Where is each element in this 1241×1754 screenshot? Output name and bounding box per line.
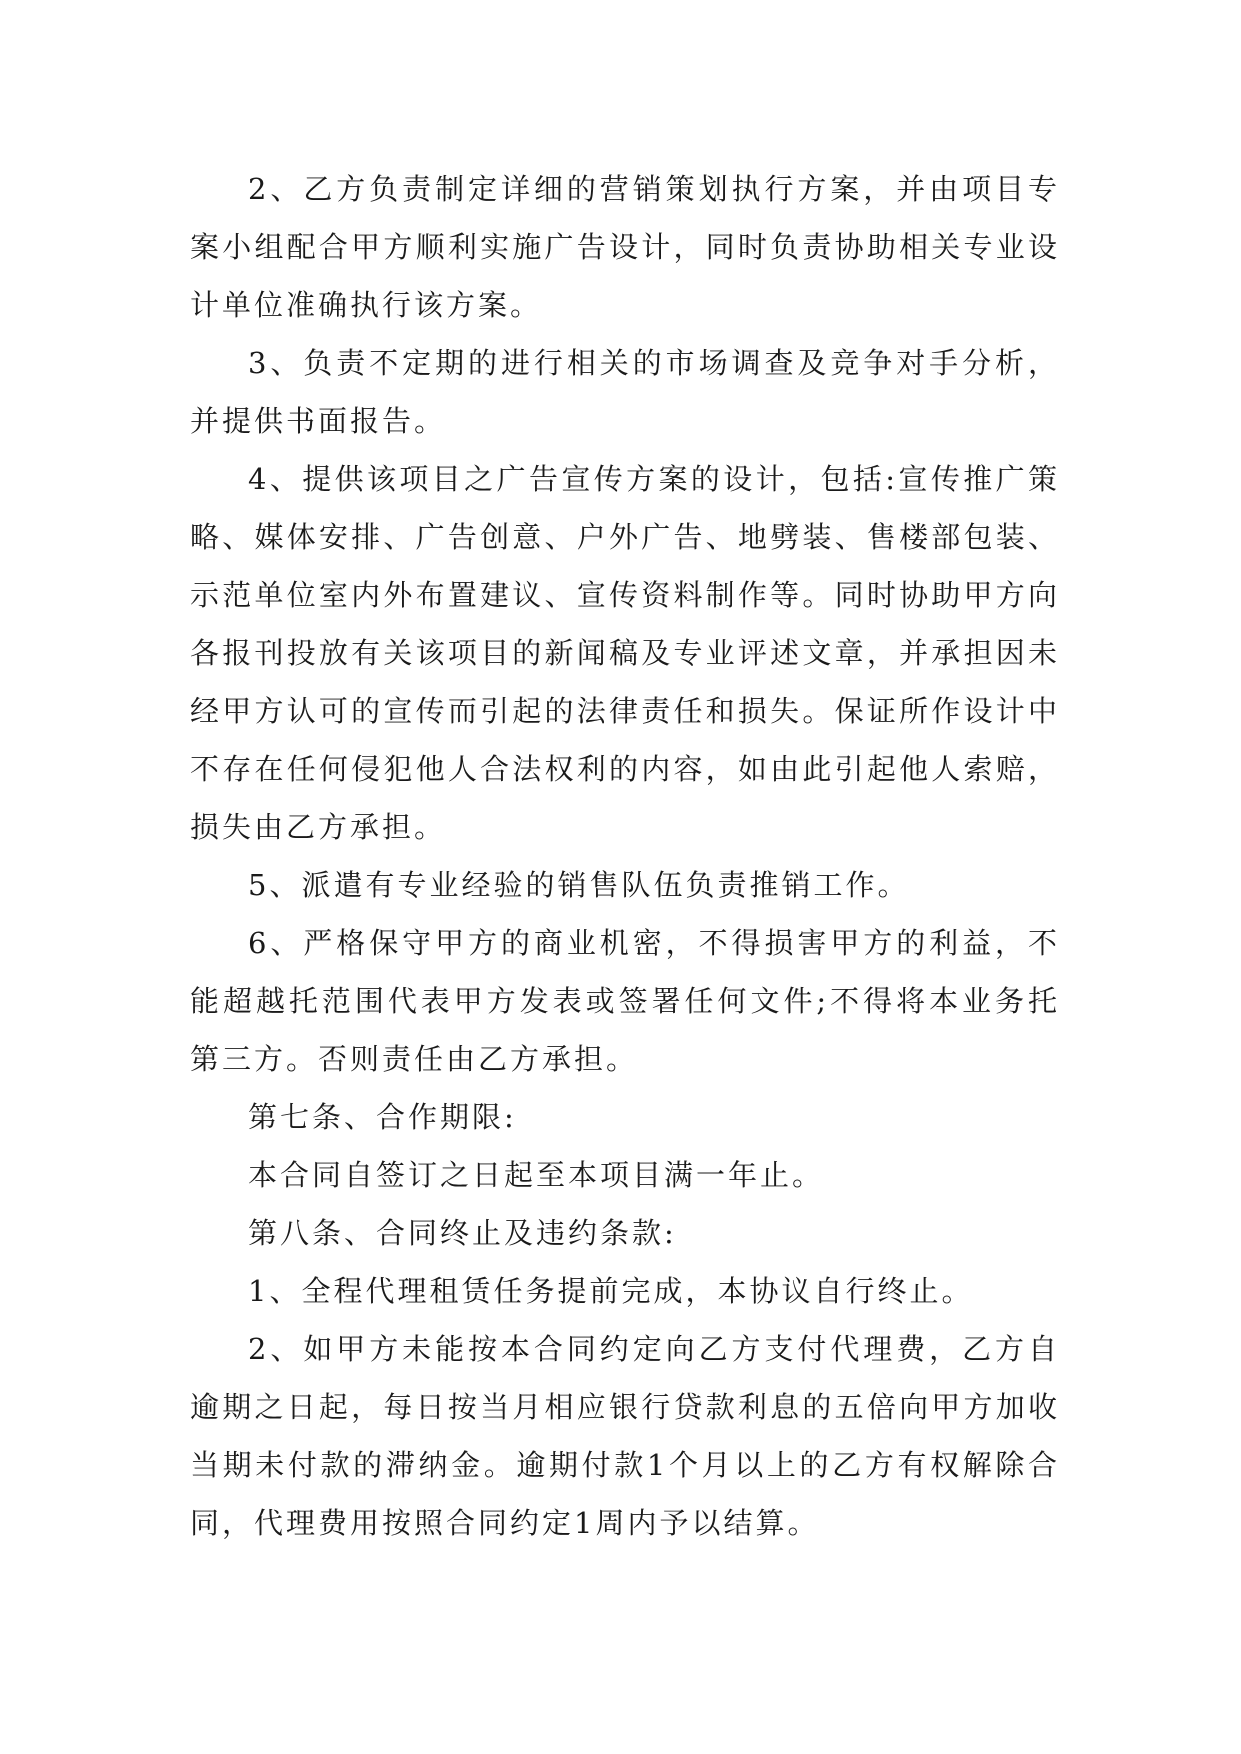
paragraph-clause-2: 2、乙方负责制定详细的营销策划执行方案，并由项目专案小组配合甲方顺利实施广告设计，同时负责协助相关专业设计单位准确执行该方案。 (190, 172, 1060, 322)
article-8-clause-2: 2、如甲方未能按本合同约定向乙方支付代理费，乙方自逾期之日起，每日按当月相应银行贷款利息的五倍向甲方加收当期未付款的滞纳金。逾期付款1个月以上的乙方有权解除合同，代理费用按照合同约定1周内予以结算。 (190, 1332, 1060, 1540)
document-body (190, 160, 1060, 1552)
paragraph-clause-4: 4、提供该项目之广告宣传方案的设计，包括:宣传推广策略、媒体安排、广告创意、户外广告、地劈装、售楼部包装、示范单位室内外布置建议、宣传资料制作等。同时协助甲方向各报刊投放有关该项目的新闻稿及专业评述文章，并承担因未经甲方认可的宣传而引起的法律责任和损失。保证所作设计中不存在任何侵犯他人合法权利的内容，如由此引起他人索赔，损失由乙方承担。 (190, 462, 1060, 844)
paragraph-clause-5: 5、派遣有专业经验的销售队伍负责推销工作。 (248, 868, 910, 902)
paragraph-clause-6: 6、严格保守甲方的商业机密，不得损害甲方的利益，不能超越托范围代表甲方发表或签署任何文件;不得将本业务托第三方。否则责任由乙方承担。 (190, 926, 1060, 1076)
article-8-heading: 第八条、合同终止及违约条款: (248, 1216, 677, 1250)
article-7-body: 本合同自签订之日起至本项目满一年止。 (248, 1158, 825, 1192)
paragraph-clause-3: 3、负责不定期的进行相关的市场调查及竞争对手分析，并提供书面报告。 (190, 346, 1060, 438)
article-7-heading: 第七条、合作期限: (248, 1100, 517, 1134)
article-8-clause-1: 1、全程代理租赁任务提前完成，本协议自行终止。 (248, 1274, 974, 1308)
